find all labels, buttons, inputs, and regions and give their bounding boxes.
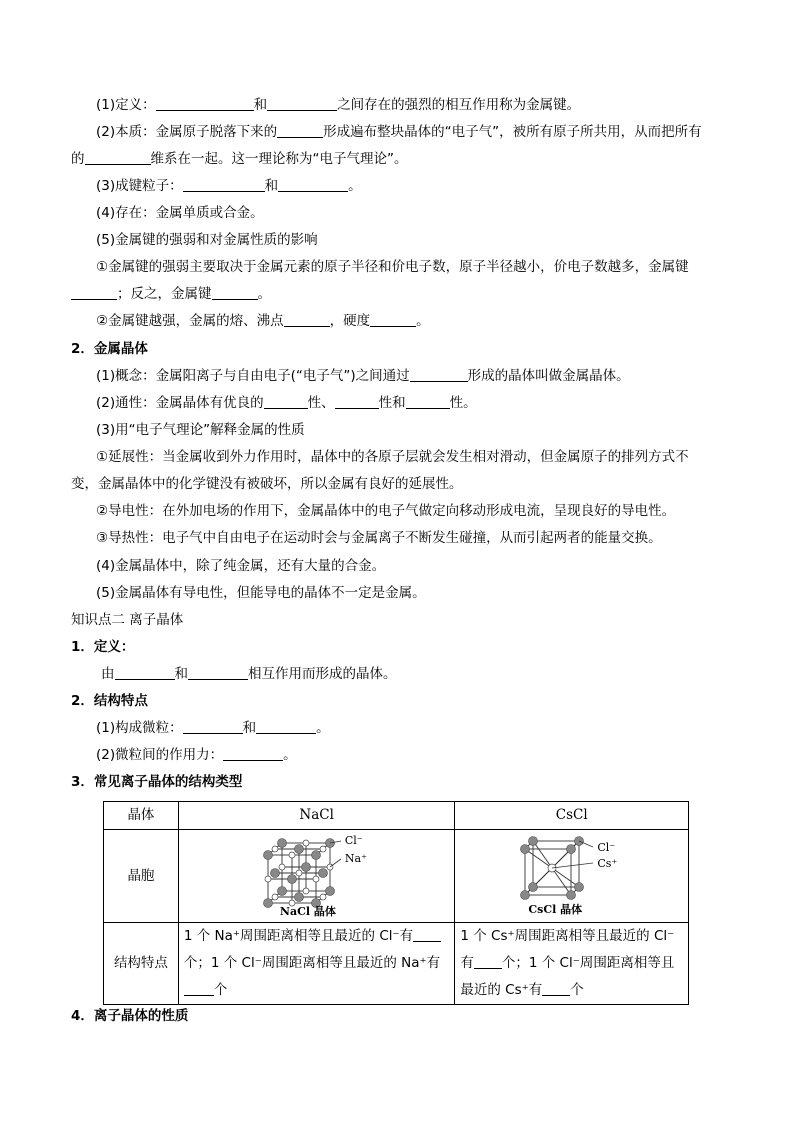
fill-blank[interactable]	[115, 665, 175, 680]
fill-blank[interactable]	[85, 150, 151, 165]
crystal-structure-table	[103, 801, 689, 1005]
nacl-caption: NaCl 晶体	[279, 905, 336, 918]
essence-line-1: (2)本质：金属原子脱落下来的 形成遍布整块晶体的“电子气”，被所有原子所共用，从而把所有	[96, 124, 702, 140]
ductility-line-1: ①延展性：当金属收到外力作用时，晶体中的各原子层就会发生相对滑动，但金属原子的排列方式不	[96, 449, 689, 465]
fill-blank[interactable]	[264, 394, 308, 409]
fill-blank[interactable]	[184, 981, 214, 996]
cscl-caption: CsCl 晶体	[528, 903, 583, 916]
fill-blank[interactable]	[277, 123, 323, 138]
definition-heading: 1．定义：	[71, 639, 135, 655]
fill-blank[interactable]	[183, 177, 265, 192]
fill-blank[interactable]	[267, 96, 337, 111]
properties-line: (2)通性：金属晶体有优良的 性、 性和 性。	[96, 395, 477, 411]
nacl-feature-line-2: 个；1 个 Cl⁻周围距离相等且最近的 Na⁺有	[183, 955, 441, 971]
table-header-cell: NaCl	[178, 802, 455, 830]
fill-blank[interactable]	[223, 746, 283, 761]
fill-blank[interactable]	[542, 981, 570, 996]
nacl-figure	[179, 831, 455, 921]
fill-blank[interactable]	[413, 927, 441, 942]
fill-blank[interactable]	[284, 312, 330, 327]
strength-item-2: ②金属键越强，金属的熔、沸点 ，硬度 。	[96, 313, 430, 329]
table-header-cell: 晶体	[104, 802, 179, 830]
strength-item-1-cont: ；反之，金属键 。	[71, 285, 271, 303]
fill-blank[interactable]	[474, 954, 502, 969]
table-header-cell: CsCl	[455, 802, 689, 830]
fill-blank[interactable]	[335, 394, 379, 409]
table-row-features	[104, 923, 689, 1005]
section-heading: 2．金属晶体	[71, 341, 148, 357]
strength-item-1: ①金属键的强弱主要取决于金属元素的原子半径和价电子数，原子半径越小，价电子数越多，金属键	[96, 259, 689, 275]
strength-line: (5)金属键的强弱和对金属性质的影响	[96, 232, 318, 248]
alloy-line: (4)金属晶体中，除了纯金属，还有大量的合金。	[96, 558, 386, 574]
fill-blank[interactable]	[278, 177, 348, 192]
nacl-feature-line-1: 1 个 Na⁺周围距离相等且最近的 Cl⁻有	[184, 923, 450, 950]
types-heading: 3．常见离子晶体的结构类型	[71, 774, 243, 790]
particles-line: (3)成键粒子： 和 。	[96, 178, 362, 194]
existence-line: (4)存在：金属单质或合金。	[96, 205, 264, 221]
fill-blank[interactable]	[410, 367, 468, 382]
nacl-na-label: Na⁺	[344, 852, 367, 865]
theory-line: (3)用“电子气理论”解释金属的性质	[96, 422, 305, 438]
fill-blank[interactable]	[370, 312, 416, 327]
cscl-cs-label: Cs⁺	[597, 857, 618, 870]
definition-line: 由 和 相互作用而形成的晶体。	[101, 666, 397, 682]
cscl-feature-line-2: 有 个；1 个 Cl⁻周围距离相等且	[460, 955, 675, 971]
conductivity-line: ②导电性：在外加电场的作用下，金属晶体中的电子气做定向移动形成电流，呈现良好的导电性。	[96, 503, 676, 519]
thermal-line: ③导热性：电子气中自由电子在运动时会与金属离子不断发生碰撞，从而引起两者的能量交换。	[96, 530, 662, 546]
particles-line-2: (1)构成微粒： 和 。	[96, 720, 330, 736]
fill-blank[interactable]	[406, 394, 450, 409]
nacl-cl-label: Cl⁻	[344, 834, 363, 847]
fill-blank[interactable]	[212, 285, 258, 300]
fill-blank[interactable]	[256, 719, 316, 734]
fill-blank[interactable]	[183, 719, 243, 734]
cscl-figure	[455, 831, 688, 921]
cscl-cl-label: Cl⁻	[597, 841, 616, 854]
fill-blank[interactable]	[188, 665, 248, 680]
properties-heading: 4．离子晶体的性质	[71, 1008, 189, 1024]
fill-blank[interactable]	[156, 96, 254, 111]
def-line: (1)定义： 和 之间存在的强烈的相互作用称为金属键。	[96, 97, 581, 113]
table-row-unit-cell	[104, 830, 689, 923]
table-header-row	[104, 802, 689, 830]
nacl-figure-cell	[178, 830, 455, 923]
force-line: (2)微粒间的作用力： 。	[96, 747, 297, 763]
concept-line: (1)概念：金属阳离子与自由电子(“电子气”)之间通过 形成的晶体叫做金属晶体。	[96, 368, 630, 384]
nacl-feature-line-3: 个	[184, 977, 450, 1004]
cscl-feature-line-1: 1 个 Cs⁺周围距离相等且最近的 Cl⁻	[460, 928, 675, 944]
cscl-feature-line-3: 最近的 Cs⁺有 个	[460, 982, 584, 998]
cscl-figure-cell	[455, 830, 689, 923]
row-label: 晶胞	[104, 830, 179, 923]
row-label: 结构特点	[104, 923, 179, 1005]
structure-heading: 2．结构特点	[71, 693, 148, 709]
ductility-line-2: 变，金属晶体中的化学键没有被破坏，所以金属有良好的延展性。	[71, 476, 463, 492]
cscl-features-cell	[455, 923, 689, 1005]
conduct-note-line: (5)金属晶体有导电性，但能导电的晶体不一定是金属。	[96, 585, 426, 601]
nacl-features-cell	[178, 923, 455, 1005]
fill-blank[interactable]	[71, 285, 117, 300]
essence-line-2: 的 维系在一起。这一理论称为“电子气理论”。	[71, 151, 408, 167]
knowledge-point-title: 知识点二 离子晶体	[71, 612, 184, 628]
